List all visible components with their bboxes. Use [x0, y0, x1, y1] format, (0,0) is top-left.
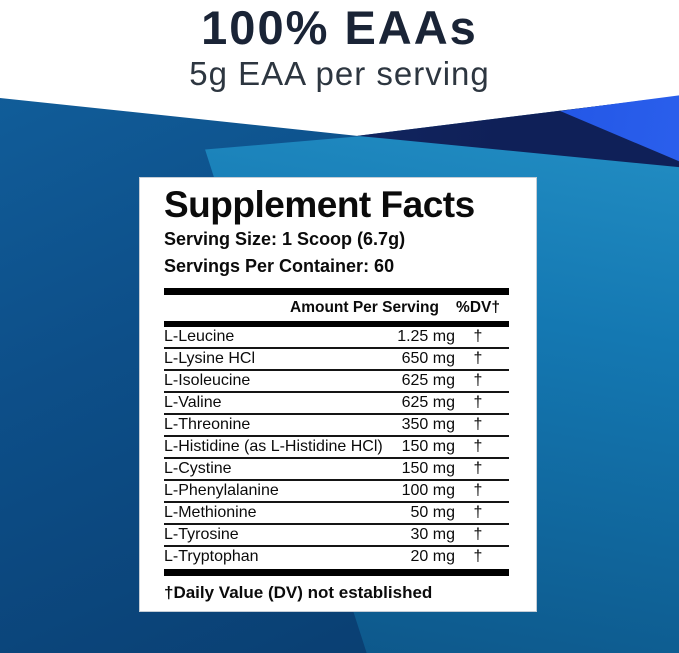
row-amount: 20 mg: [410, 547, 455, 565]
table-row: [164, 545, 509, 567]
thick-rule-top: [164, 288, 509, 295]
table-row: [164, 347, 509, 369]
row-name: L-Isoleucine: [164, 371, 251, 389]
column-percent-dv: %DV†: [456, 298, 500, 316]
row-dv: †: [473, 415, 483, 433]
row-name: L-Valine: [164, 393, 222, 411]
row-dv: †: [473, 525, 483, 543]
hero-title: 100% EAAs: [201, 1, 478, 54]
row-dv: †: [473, 393, 483, 411]
row-name: L-Histidine (as L-Histidine HCl): [164, 437, 383, 455]
table-row: [164, 457, 509, 479]
row-amount: 650 mg: [401, 349, 455, 367]
row-dv: †: [473, 327, 483, 345]
hero-heading: [0, 0, 679, 90]
row-amount: 50 mg: [410, 503, 455, 521]
row-name: L-Tryptophan: [164, 547, 259, 565]
row-dv: †: [473, 349, 483, 367]
facts-column-header: [164, 295, 509, 321]
row-amount: 30 mg: [410, 525, 455, 543]
table-row: [164, 369, 509, 391]
thick-rule-bottom: [164, 569, 509, 576]
row-name: L-Cystine: [164, 459, 232, 477]
row-name: L-Leucine: [164, 327, 235, 345]
row-amount: 150 mg: [401, 459, 455, 477]
table-row: [164, 327, 509, 347]
supplement-facts-panel: [139, 177, 537, 612]
table-row: [164, 391, 509, 413]
row-amount: 150 mg: [401, 437, 455, 455]
facts-table: [164, 327, 509, 567]
row-dv: †: [473, 459, 483, 477]
row-amount: 350 mg: [401, 415, 455, 433]
table-row: [164, 413, 509, 435]
table-row: [164, 435, 509, 457]
row-amount: 100 mg: [401, 481, 455, 499]
row-dv: †: [473, 481, 483, 499]
row-amount: 625 mg: [401, 371, 455, 389]
row-dv: †: [473, 503, 483, 521]
column-amount-per-serving: Amount Per Serving: [290, 298, 439, 316]
facts-title: Supplement Facts: [164, 184, 475, 225]
row-name: L-Threonine: [164, 415, 251, 433]
row-name: L-Methionine: [164, 503, 257, 521]
row-name: L-Lysine HCl: [164, 349, 255, 367]
servings-per-container: Servings Per Container: 60: [164, 255, 395, 276]
row-amount: 625 mg: [401, 393, 455, 411]
row-dv: †: [473, 437, 483, 455]
hero-subtitle: 5g EAA per serving: [189, 55, 490, 92]
row-name: L-Phenylalanine: [164, 481, 279, 499]
table-row: [164, 523, 509, 545]
row-dv: †: [473, 547, 483, 565]
serving-size: Serving Size: 1 Scoop (6.7g): [164, 228, 406, 249]
facts-footnote: †Daily Value (DV) not established: [164, 582, 433, 602]
row-name: L-Tyrosine: [164, 525, 239, 543]
row-dv: †: [473, 371, 483, 389]
table-row: [164, 479, 509, 501]
table-row: [164, 501, 509, 523]
row-amount: 1.25 mg: [397, 327, 455, 345]
